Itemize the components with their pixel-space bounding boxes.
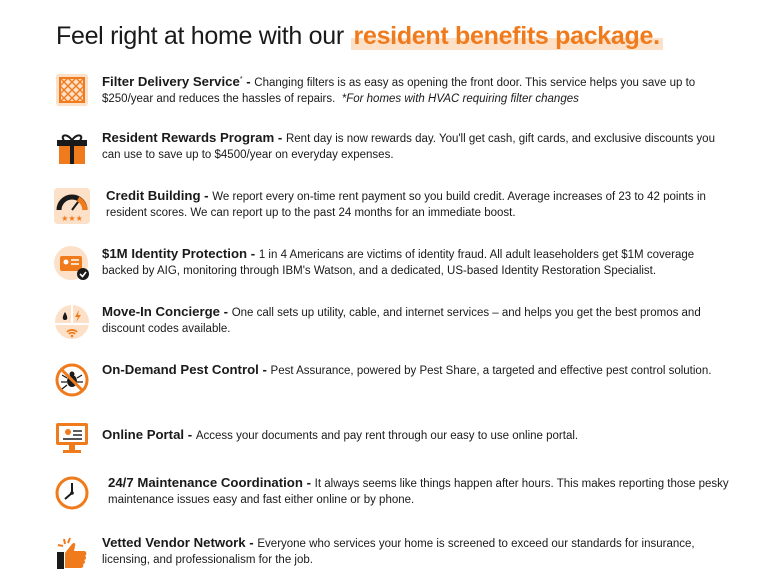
benefit-description: Rent day is now rewards day. You'll get cash, gift cards, and exclusive discounts you can use to save up to $4500/year on everyday expenses. (102, 133, 715, 161)
benefit-description: It always seems like things happen after hours. This makes reporting those pesky maintenance issues easy and fast either online or by phone. (108, 478, 729, 506)
benefit-name: Vetted Vendor Network (102, 535, 246, 550)
clock-icon (54, 475, 90, 511)
benefit-name: Online Portal (102, 427, 185, 442)
separator: - (247, 246, 259, 261)
benefit-identity-protection (54, 246, 754, 292)
footnote-mark: * (239, 76, 243, 83)
benefit-text (102, 362, 732, 379)
benefit-name: Resident Rewards Program (102, 130, 275, 145)
separator: - (258, 362, 271, 377)
title-prefix: Feel right at home with our (56, 22, 351, 50)
benefit-note: *For homes with HVAC requiring filter changes (341, 92, 579, 105)
benefit-text (102, 304, 732, 337)
benefit-description: We report every on-time rent payment so you build credit. Average increases of 23 to 42 points in resident scores. We can report up to the past 24 months for an immediate boost. (106, 191, 706, 219)
title-highlight: resident benefits package. (351, 22, 663, 50)
benefit-description: Pest Assurance, powered by Pest Share, a targeted and effective pest control solution. (270, 365, 712, 377)
separator: - (200, 188, 213, 203)
benefit-name: On-Demand Pest Control (102, 362, 259, 377)
benefit-description: 1 in 4 Americans are victims of identity fraud. All adult leaseholders get $1M coverage backed by AIG, monitoring through IBM's Watson, and a dedicated, US-based Identity Restoration Specialist. (102, 249, 695, 277)
benefit-name: 24/7 Maintenance Coordination (108, 475, 303, 490)
separator: - (219, 304, 232, 319)
monitor-icon (54, 419, 90, 455)
thumbs-up-icon (54, 535, 90, 571)
benefit-maintenance-coordination (54, 475, 754, 521)
benefit-filter-delivery (54, 72, 754, 118)
benefit-text (102, 246, 732, 279)
benefit-text (102, 72, 732, 107)
benefit-vetted-vendor-network (54, 535, 754, 581)
benefit-text (102, 130, 732, 163)
benefit-resident-rewards (54, 130, 754, 176)
benefit-description: Changing filters is as easy as opening the front door. This service helps you save up to $250/year and reduces the hassles of repairs. (102, 76, 696, 105)
benefit-description: Everyone who services your home is screened to exceed our standards for insurance, licensing, and professionalism for the job. (102, 538, 695, 566)
gift-icon (54, 130, 90, 166)
identity-card-icon (54, 246, 90, 282)
separator: - (274, 130, 286, 145)
filter-icon (54, 72, 90, 108)
svg-text:★★★: ★★★ (61, 214, 83, 223)
utilities-icon (54, 304, 90, 340)
credit-gauge-icon (54, 188, 90, 224)
benefit-name: $1M Identity Protection (102, 246, 248, 261)
separator: - (245, 535, 258, 550)
benefit-credit-building (54, 188, 754, 234)
no-pest-icon (54, 362, 90, 398)
benefit-move-in-concierge (54, 304, 754, 350)
benefit-name: Filter Delivery Service (102, 73, 240, 89)
benefit-pest-control (54, 362, 754, 408)
benefit-online-portal (54, 427, 754, 473)
separator: - (184, 427, 196, 442)
benefit-text (102, 427, 732, 444)
benefit-name: Move-In Concierge (102, 304, 220, 319)
benefit-name: Credit Building (106, 188, 201, 203)
separator: - (242, 73, 255, 89)
page-title (56, 22, 663, 51)
benefit-text (108, 475, 738, 508)
benefit-text (106, 188, 736, 221)
benefit-description: One call sets up utility, cable, and internet services – and helps you get the best promos and discount codes available. (102, 307, 701, 335)
benefit-text (102, 535, 732, 568)
separator: - (302, 475, 315, 490)
benefit-description: Access your documents and pay rent through our easy to use online portal. (195, 430, 579, 442)
